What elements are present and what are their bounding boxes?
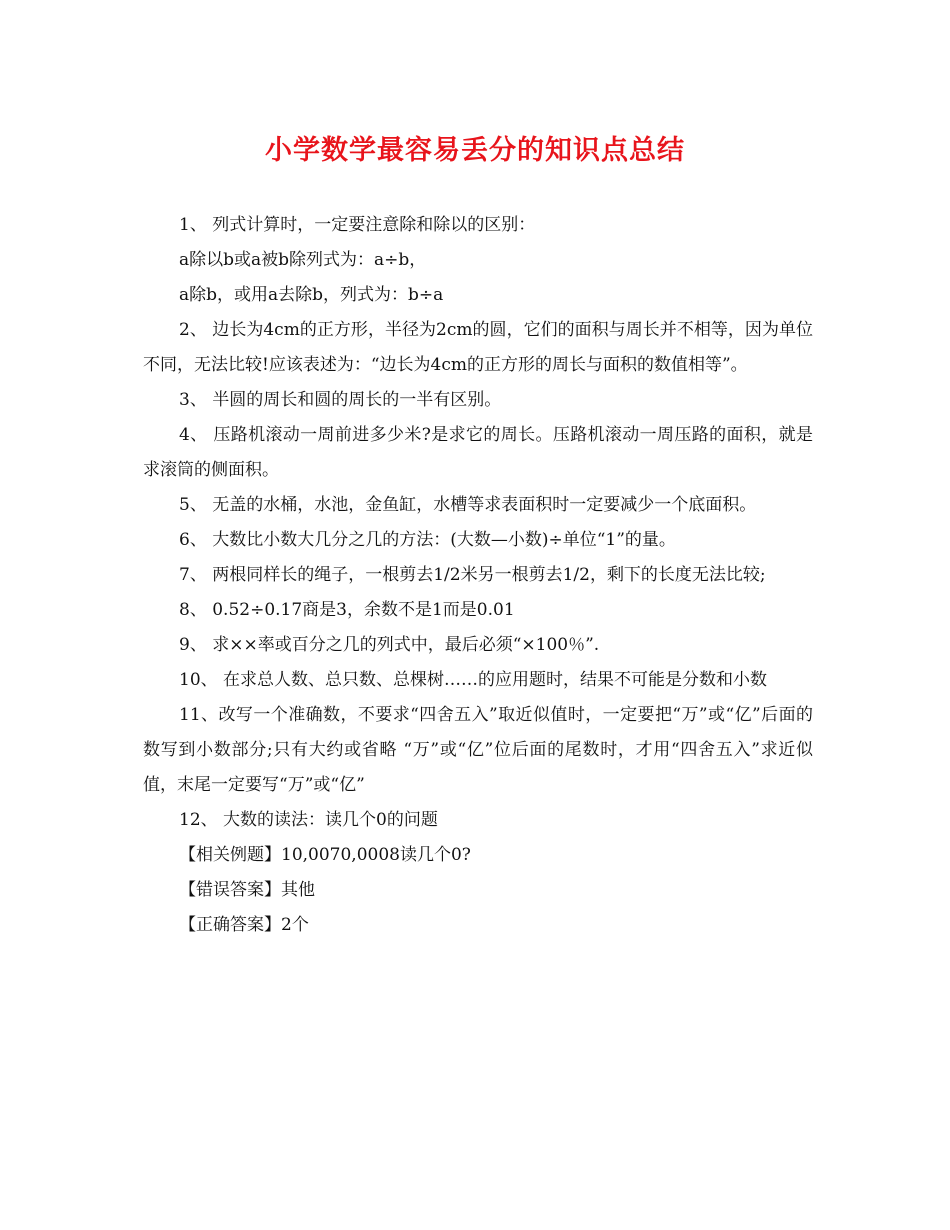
paragraph-1: 1、 列式计算时，一定要注意除和除以的区别： xyxy=(179,215,536,235)
paragraph-5: 5、 无盖的水桶，水池，金鱼缸，水槽等求表面积时一定要减少一个底面积。 xyxy=(179,495,757,515)
paragraph-10: 10、 在求总人数、总只数、总棵树……的应用题时，结果不可能是分数和小数 xyxy=(179,670,768,690)
paragraph-1-line-3: a除b，或用a去除b，列式为：b÷a xyxy=(179,285,444,305)
example-question: 【相关例题】10,0070,0008读几个0? xyxy=(179,845,471,865)
paragraph-8: 8、 0.52÷0.17商是3，余数不是1而是0.01 xyxy=(179,600,515,620)
paragraph-1-line-2: a除以b或a被b除列式为：a÷b， xyxy=(179,250,427,270)
wrong-answer: 【错误答案】其他 xyxy=(179,880,315,900)
paragraph-3: 3、 半圆的周长和圆的周长的一半有区别。 xyxy=(179,390,502,410)
paragraph-2: 2、 边长为4cm的正方形，半径为2cm的圆，它们的面积与周长并不相等，因为单位不同，无法比较!应该表述为：“边长为4cm的正方形的周长与面积的数值相等”。 xyxy=(143,320,813,375)
paragraph-4: 4、 压路机滚动一周前进多少米?是求它的周长。压路机滚动一周压路的面积，就是求滚筒的侧面积。 xyxy=(143,425,813,480)
correct-answer: 【正确答案】2个 xyxy=(179,915,309,935)
paragraph-12: 12、 大数的读法：读几个0的问题 xyxy=(179,810,438,830)
document-title: 小学数学最容易丢分的知识点总结 xyxy=(265,135,685,166)
paragraph-7: 7、 两根同样长的绳子，一根剪去1/2米另一根剪去1/2，剩下的长度无法比较; xyxy=(179,565,766,585)
paragraph-9: 9、 求××率或百分之几的列式中，最后必须“×100％”. xyxy=(179,635,600,655)
paragraph-11: 11、改写一个准确数，不要求“四舍五入”取近似值时，一定要把“万”或“亿”后面的数写到小数部分;只有大约或省略 “万”或“亿”位后面的尾数时，才用“四舍五入”求近似值，末尾一定要写“万”或“亿” xyxy=(143,705,813,795)
paragraph-6: 6、 大数比小数大几分之几的方法：(大数—小数)÷单位“1”的量。 xyxy=(179,530,676,550)
document-body xyxy=(143,208,813,943)
